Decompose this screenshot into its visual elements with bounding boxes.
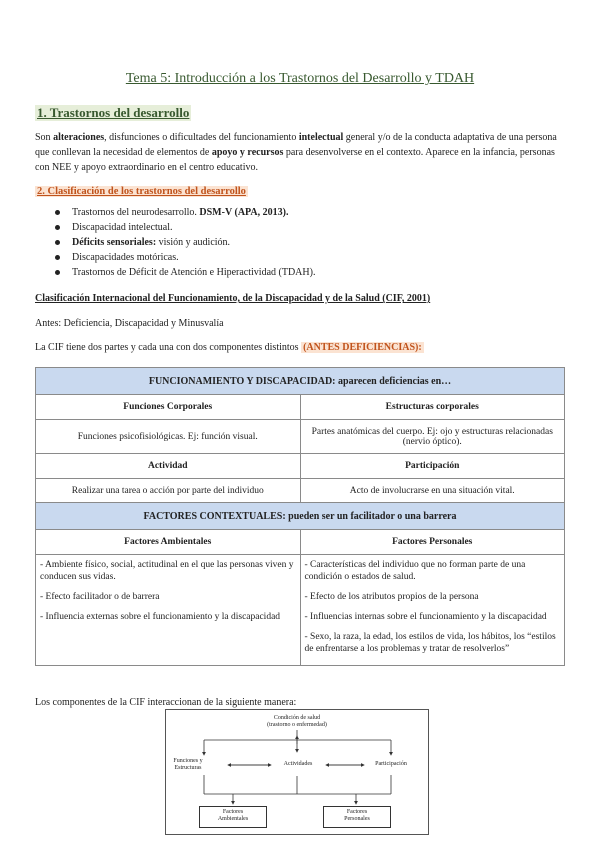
diagram-node-ambientales: Factores Ambientales xyxy=(199,806,267,828)
list-item: Trastornos del neurodesarrollo. DSM-V (APA, 2013). xyxy=(55,205,315,220)
cif-intro: La CIF tiene dos partes y cada una con dos componentes distintos (ANTES DEFICIENCIAS): xyxy=(35,342,422,353)
section-heading-trastornos: 1. Trastornos del desarrollo xyxy=(37,105,190,120)
page-title: Tema 5: Introducción a los Trastornos del Desarrollo y TDAH xyxy=(125,71,475,86)
table-header: Factores Ambientales xyxy=(36,530,301,555)
list-item: Trastornos de Déficit de Atención e Hiperactividad (TDAH). xyxy=(55,265,315,280)
cif-intro-highlight: (ANTES DEFICIENCIAS): xyxy=(303,342,422,353)
diagram-node-funciones: Funciones y Estructuras xyxy=(173,758,203,771)
list-item: Discapacidad intelectual. xyxy=(55,220,315,235)
classification-list xyxy=(55,205,315,280)
table-cell: Funciones psicofisiológicas. Ej: función visual. xyxy=(36,420,301,454)
antes-text: Antes: Deficiencia, Discapacidad y Minusvalía xyxy=(35,318,224,329)
table-section-funcionamiento: FUNCIONAMIENTO Y DISCAPACIDAD: aparecen deficiencias en… xyxy=(36,368,565,395)
cif-title: Clasificación Internacional del Funcionamiento, de la Discapacidad y de la Salud (CIF, 2001) xyxy=(35,293,431,304)
cif-table xyxy=(35,367,565,666)
diagram-node-salud: Condición de salud (trastorno o enfermedad) xyxy=(267,715,327,728)
list-item: Déficits sensoriales: visión y audición. xyxy=(55,235,315,250)
list-item: Discapacidades motóricas. xyxy=(55,250,315,265)
definition-paragraph: Son alteraciones, disfunciones o dificultades del funcionamiento intelectual general y/o de la conducta adaptativa de una persona que conllevan la necesidad de elementos de apoyo y recursos para desenvolverse en el contexto. Aparece en la infancia, personas con NEE y apoyo extraordinario en el centro educativo. xyxy=(35,132,557,173)
table-header: Actividad xyxy=(36,454,301,479)
interaccion-text: Los componentes de la CIF interaccionan de la siguiente manera: xyxy=(35,697,297,708)
table-cell: Acto de involucrarse en una situación vital. xyxy=(300,479,565,503)
diagram-node-actividades: Actividades xyxy=(283,761,313,767)
table-cell: Realizar una tarea o acción por parte del individuo xyxy=(36,479,301,503)
table-header: Participación xyxy=(300,454,565,479)
diagram-node-participacion: Participación xyxy=(375,761,407,767)
table-section-contextuales: FACTORES CONTEXTUALES: pueden ser un facilitador o una barrera xyxy=(36,503,565,530)
section-heading-clasificacion: 2. Clasificación de los trastornos del desarrollo xyxy=(37,186,246,197)
table-cell: Partes anatómicas del cuerpo. Ej: ojo y estructuras relacionadas (nervio óptico). xyxy=(300,420,565,454)
table-cell-ambientales: - Ambiente físico, social, actitudinal en el que las personas viven y conducen sus vidas. - Efecto facilitador o de barrera - Influencia externas sobre el funcionamiento y la discapacidad xyxy=(36,555,301,666)
cif-diagram xyxy=(165,709,429,835)
table-header: Factores Personales xyxy=(300,530,565,555)
table-header: Funciones Corporales xyxy=(36,395,301,420)
table-cell-personales: - Características del individuo que no forman parte de una condición o estados de salud. - Efecto de los atributos propios de la persona - Influencias internas sobre el funcionamiento y la discapacidad - Sexo, la raza, la edad, los estilos de vida, los hábitos, los “estilos de enfrentarse a los problemas y tratar de resolverlos” xyxy=(300,555,565,666)
diagram-node-personales: Factores Personales xyxy=(323,806,391,828)
table-header: Estructuras corporales xyxy=(300,395,565,420)
